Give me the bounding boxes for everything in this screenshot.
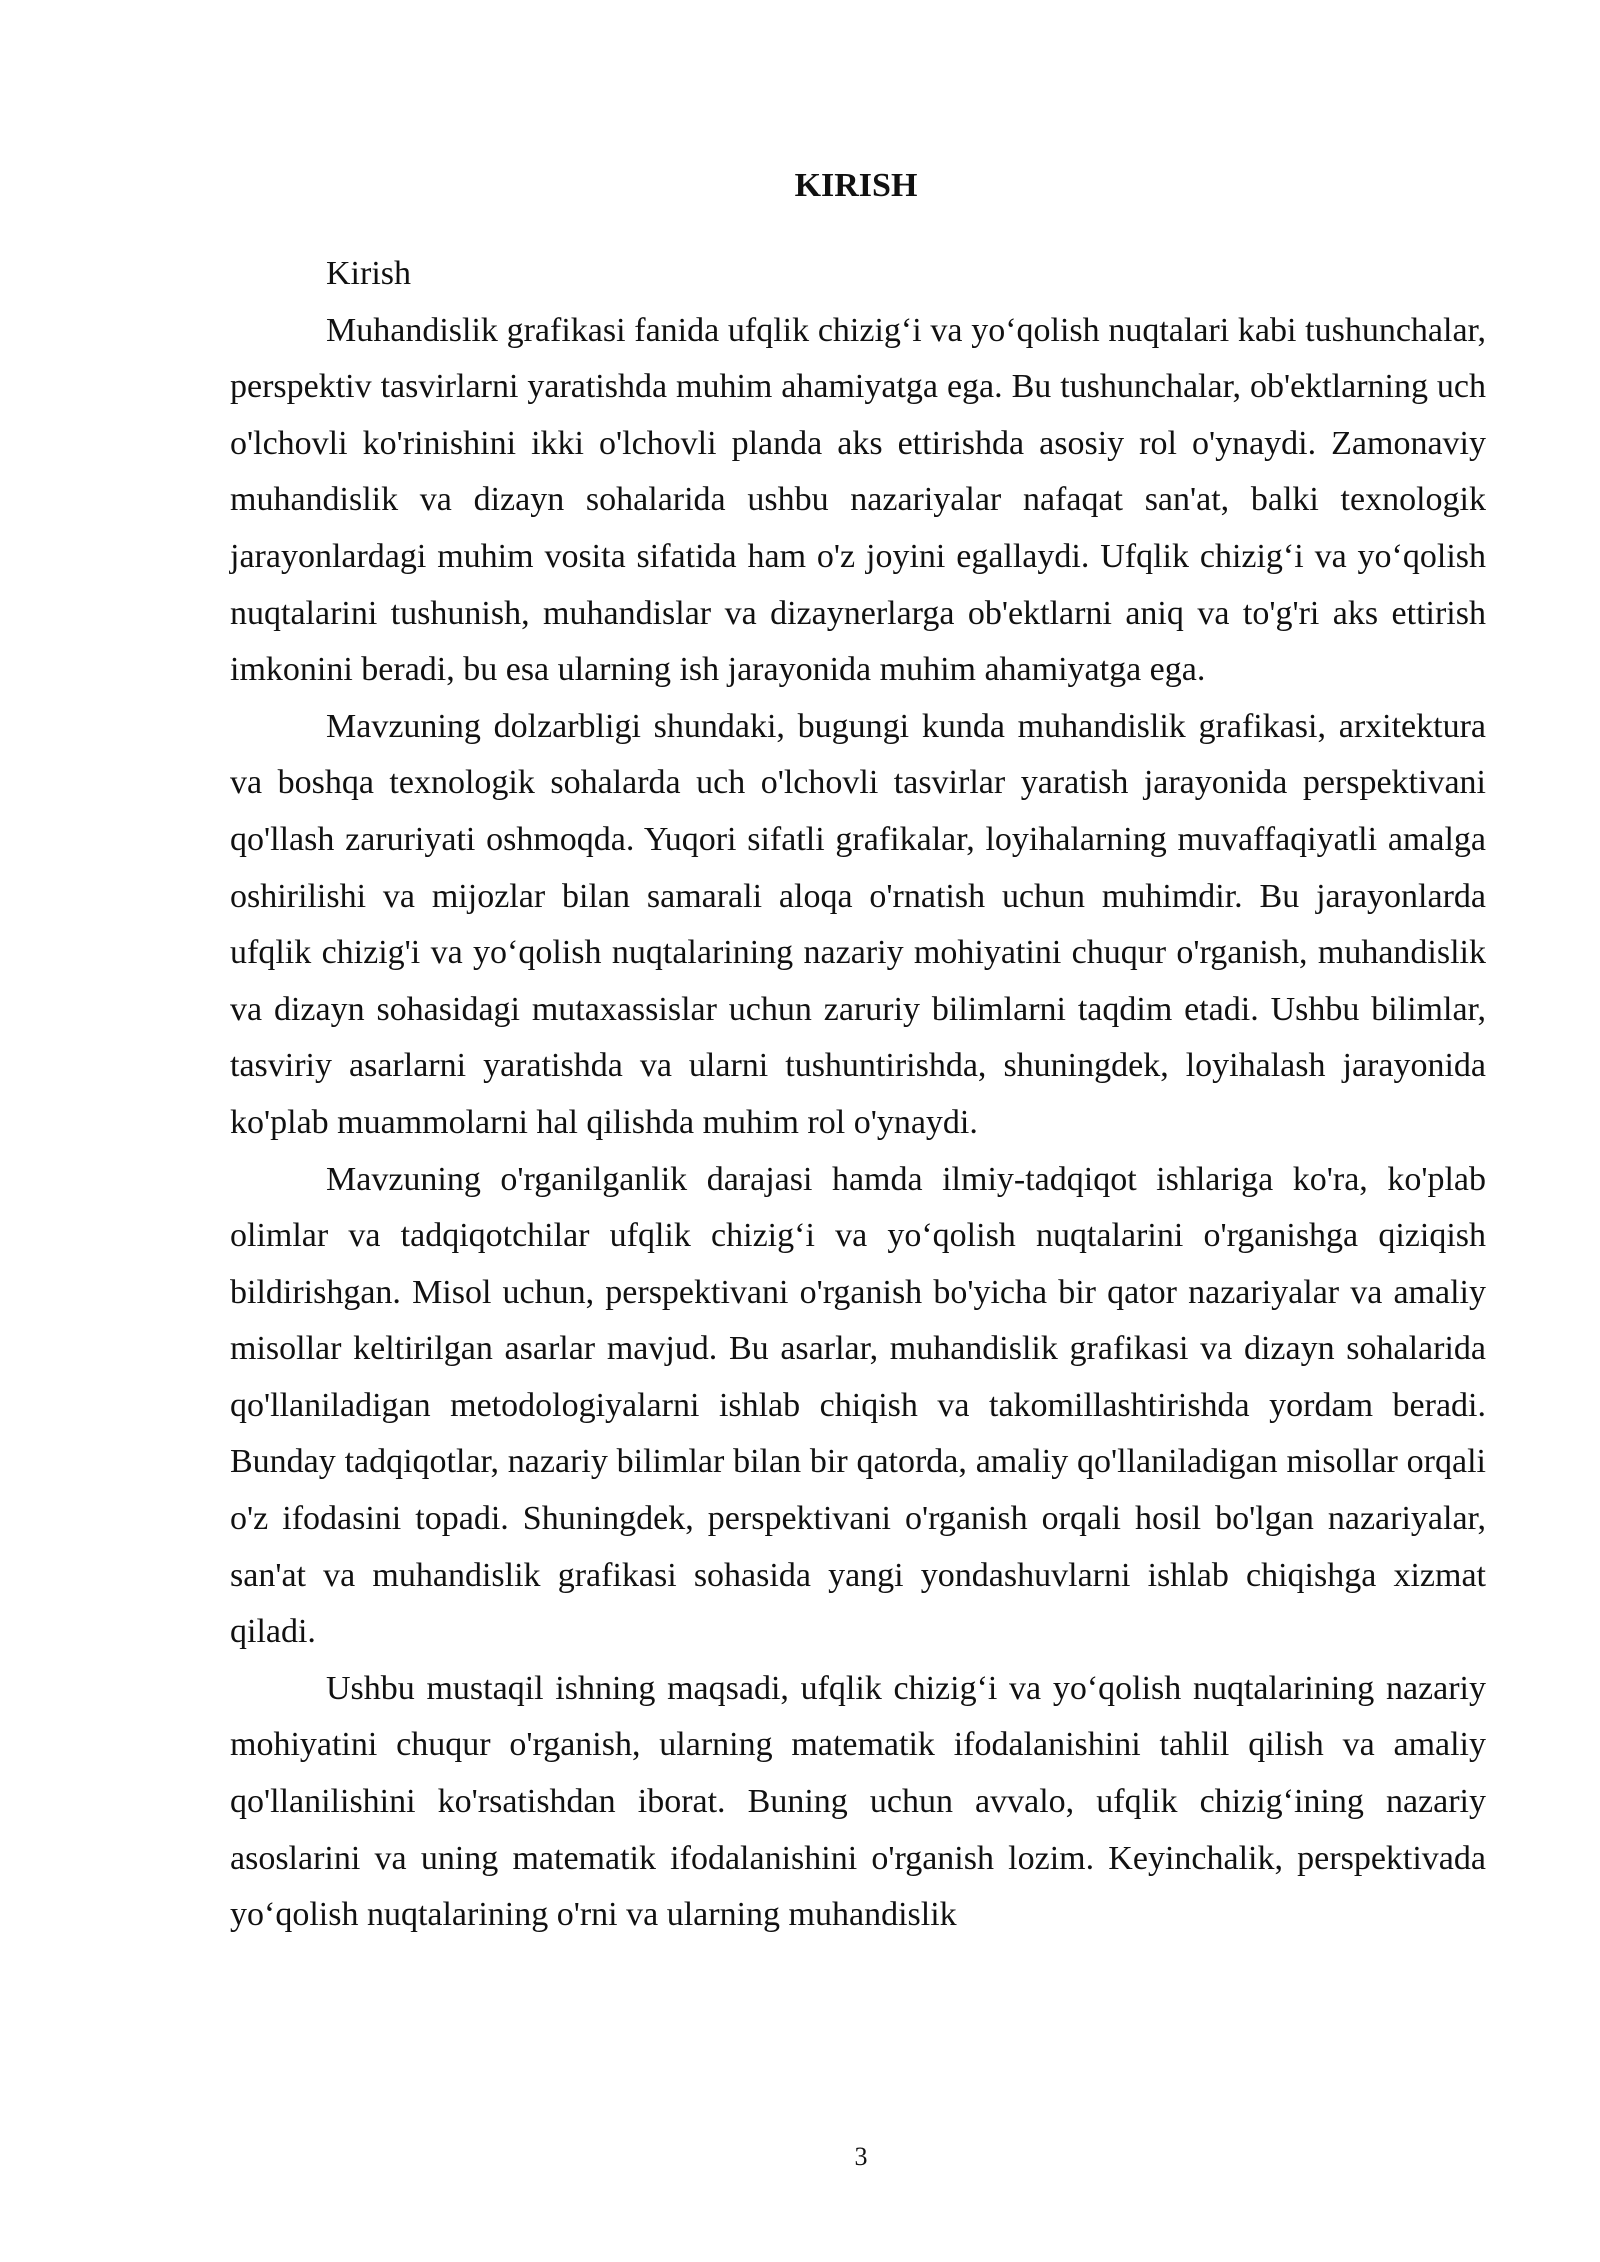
paragraph-relevance: Mavzuning dolzarbligi shundaki, bugungi kunda muhandislik grafikasi, arxitektura va boshqa texnologik sohalarda uch o'lchovli tasvirlar yaratish jarayonida perspektivani qo'llash zaruriyati oshmoqda. Yuqori sifatli grafikalar, loyihalarning muvaffaqiyatli amalga oshirilishi va mijozlar bilan samarali aloqa o'rnatish uchun muhimdir. Bu jarayonlarda ufqlik chizig'i va yo‘qolish nuqtalarining nazariy mohiyatini chuqur o'rganish, muhandislik va dizayn sohasidagi mutaxassislar uchun zaruriy bilimlarni taqdim etadi. Ushbu bilimlar, tasviriy asarlarni yaratishda va ularni tushuntirishda, shuningdek, loyihalash jarayonida ko'plab muammolarni hal qilishda muhim rol o'ynaydi.: [230, 707, 1486, 1141]
paragraph-intro: Muhandislik grafikasi fanida ufqlik chizig‘i va yo‘qolish nuqtalari kabi tushunchalar, perspektiv tasvirlarni yaratishda muhim ahamiyatga ega. Bu tushunchalar, ob'ektlarning uch o'lchovli ko'rinishini ikki o'lchovli planda aks ettirishda asosiy rol o'ynaydi. Zamonaviy muhandislik va dizayn sohalarida ushbu nazariyalar nafaqat san'at, balki texnologik jarayonlardagi muhim vosita sifatida ham o'z joyini egallaydi. Ufqlik chizig‘i va yo‘qolish nuqtalarini tushunish, muhandislar va dizaynerlarga ob'ektlarni aniq va to'g'ri aks ettirish imkonini beradi, bu esa ularning ish jarayonida muhim ahamiyatga ega.: [230, 311, 1486, 689]
document-body: [230, 246, 1486, 1944]
paragraph-goal: Ushbu mustaqil ishning maqsadi, ufqlik chizig‘i va yo‘qolish nuqtalarining nazariy mohiyatini chuqur o'rganish, ularning matematik ifodalanishini tahlil qilish va amaliy qo'llanilishini ko'rsatishdan iborat. Buning uchun avvalo, ufqlik chizig‘ining nazariy asoslarini va uning matematik ifodalanishini o'rganish lozim. Keyinchalik, perspektivada yo‘qolish nuqtalarining o'rni va ularning muhandislik: [230, 1669, 1486, 1934]
section-subheading: Kirish: [326, 255, 411, 292]
page-title: KIRISH: [794, 167, 918, 204]
page-number: 3: [854, 2142, 868, 2171]
paragraph-research-level: Mavzuning o'rganilganlik darajasi hamda ilmiy-tadqiqot ishlariga ko'ra, ko'plab olimlar va tadqiqotchilar ufqlik chizig‘i va yo‘qolish nuqtalarini o'rganishga qiziqish bildirishgan. Misol uchun, perspektivani o'rganish bo'yicha bir qator nazariyalar va amaliy misollar keltirilgan asarlar mavjud. Bu asarlar, muhandislik grafikasi va dizayn sohalarida qo'llaniladigan metodologiyalarni ishlab chiqish va takomillashtirishda yordam beradi. Bunday tadqiqotlar, nazariy bilimlar bilan bir qatorda, amaliy qo'llaniladigan misollar orqali o'z ifodasini topadi. Shuningdek, perspektivani o'rganish orqali hosil bo'lgan nazariyalar, san'at va muhandislik grafikasi sohasida yangi yondashuvlarni ishlab chiqishga xizmat qiladi.: [230, 1160, 1486, 1651]
